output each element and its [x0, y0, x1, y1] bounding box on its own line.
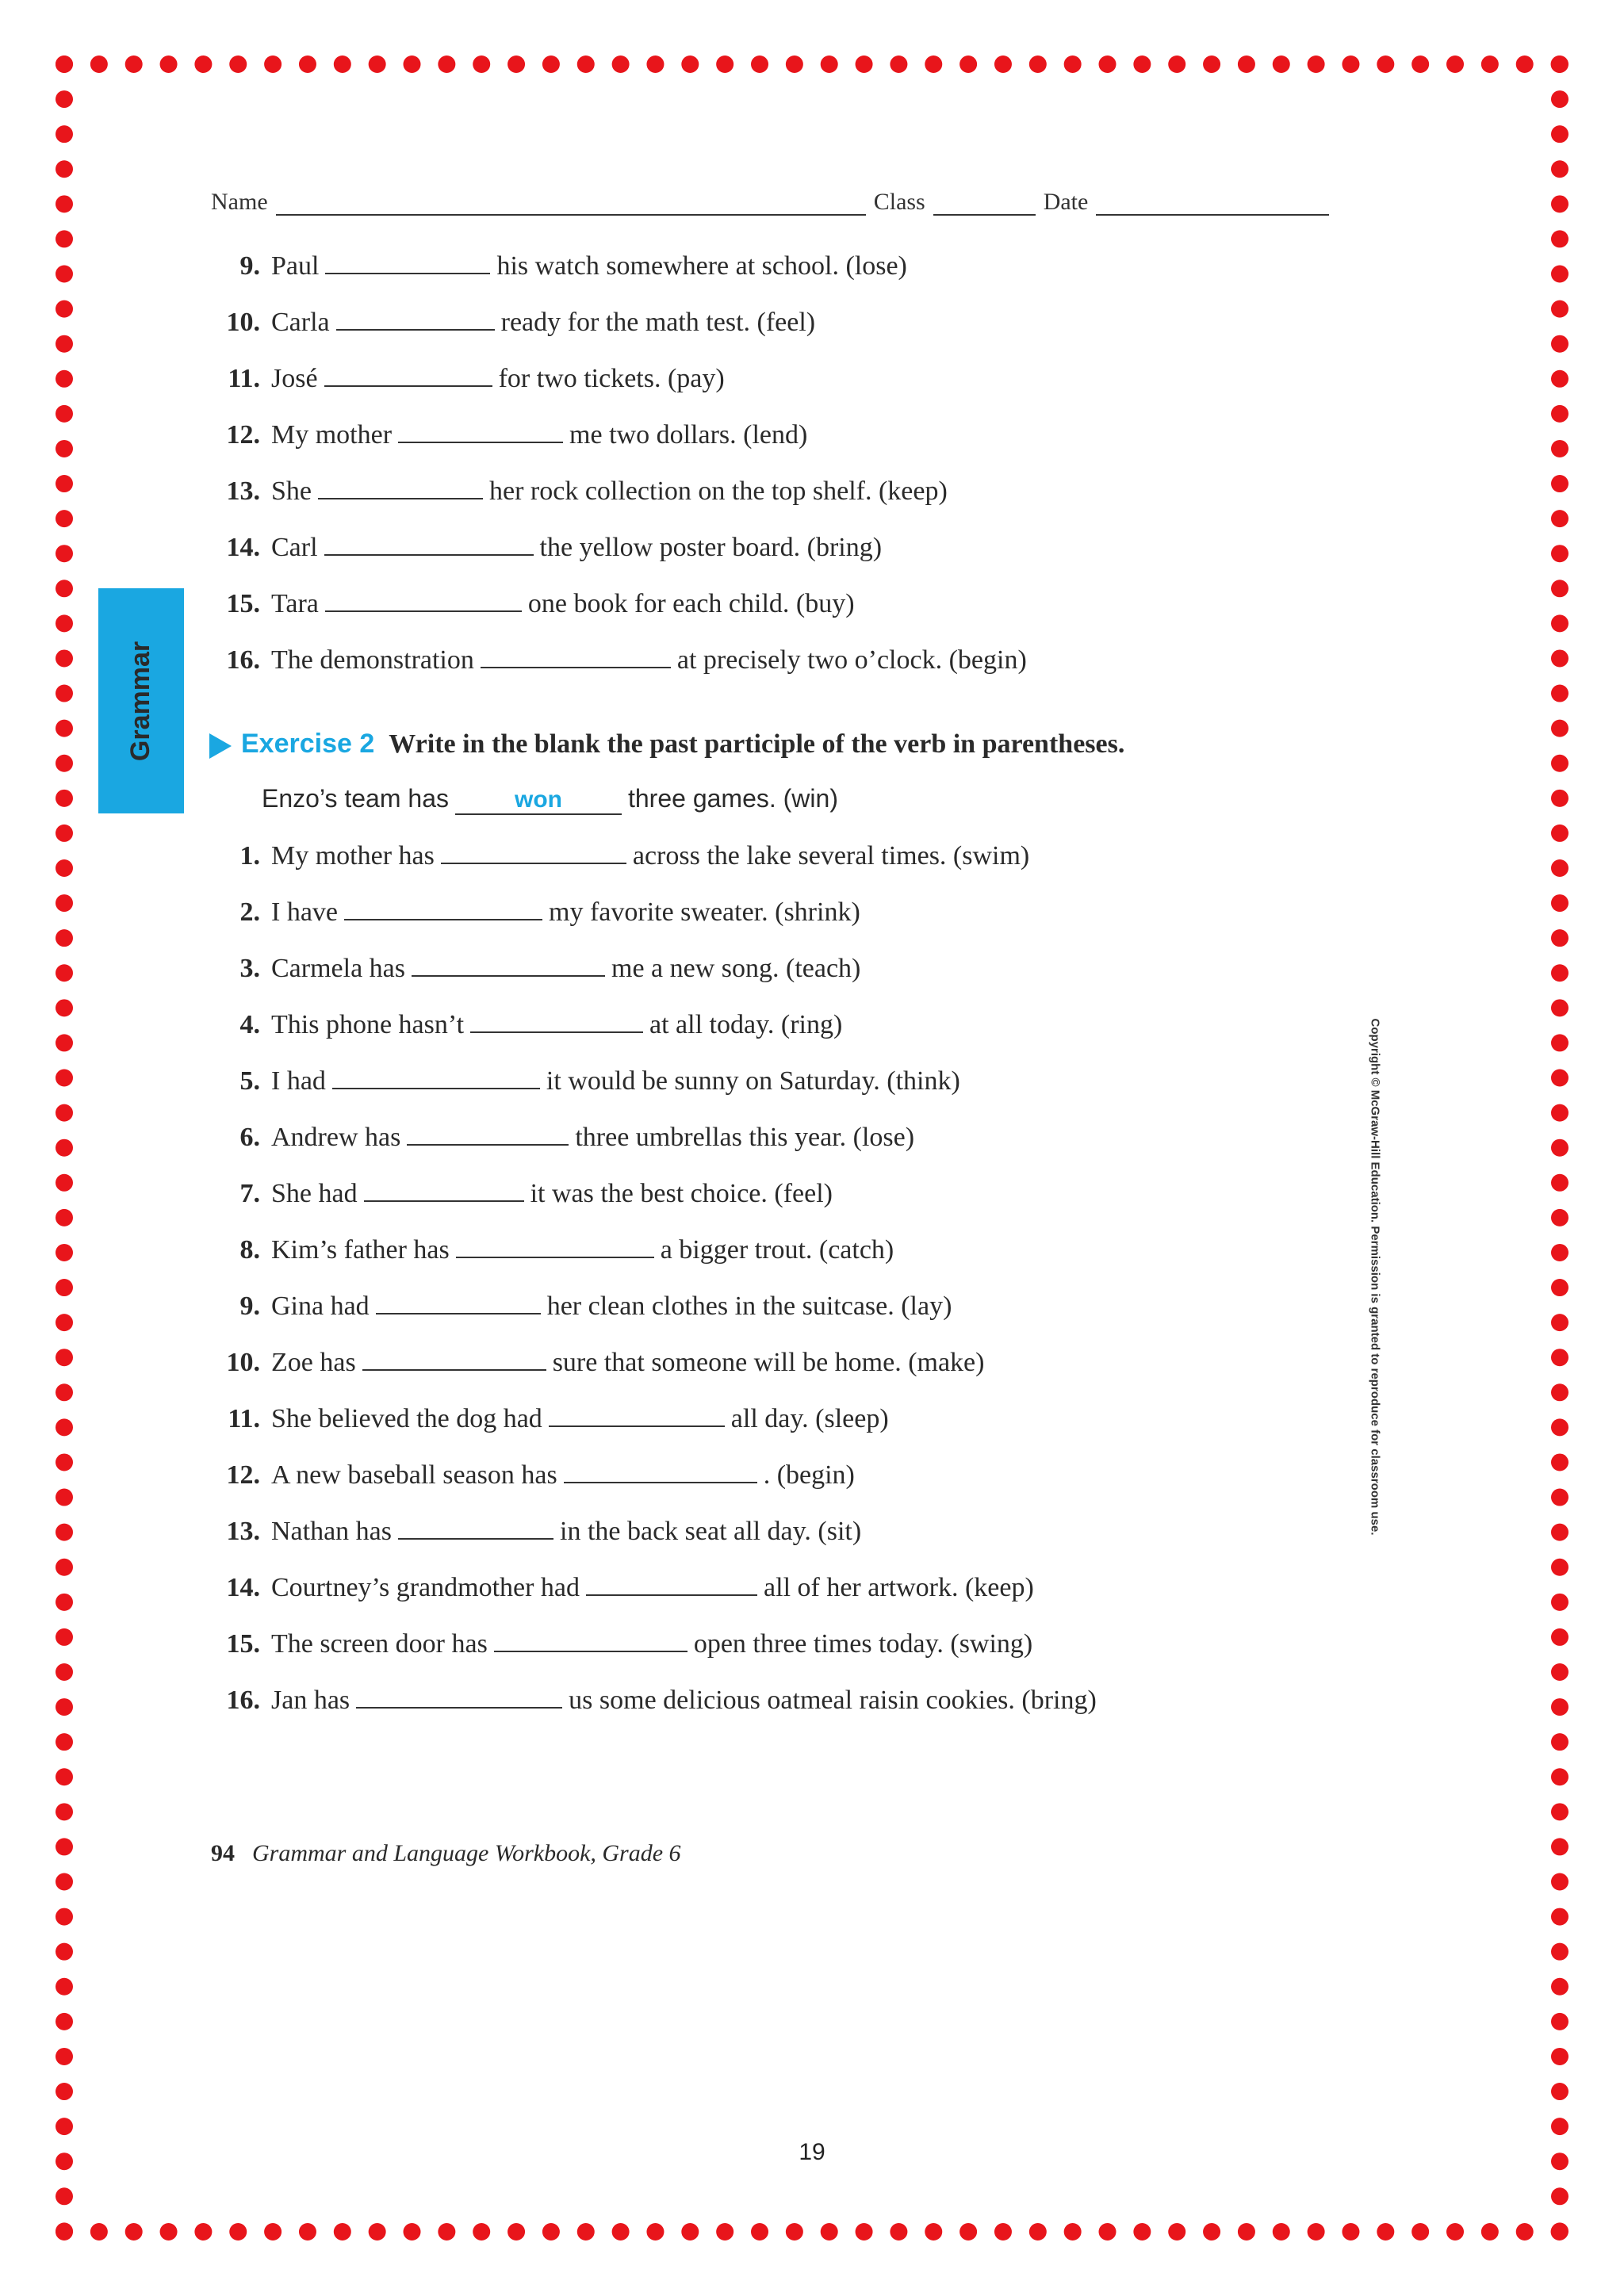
date-field[interactable]	[1096, 192, 1329, 216]
exercise2-item-11: 11. She believed the dog had all day. (sleep)	[211, 1399, 1369, 1437]
exercise1-item-10: 10. Carla ready for the math test. (feel)	[211, 302, 1369, 340]
exercise1-item-14: 14. Carl the yellow poster board. (bring)	[211, 527, 1369, 565]
answer-blank[interactable]	[336, 302, 495, 331]
exercise2-item-8: 8. Kim’s father has a bigger trout. (catch)	[211, 1230, 1369, 1268]
answer-blank[interactable]	[318, 471, 483, 499]
page-number: 19	[799, 2139, 825, 2165]
exercise2-item-5: 5. I had it would be sunny on Saturday. (think)	[211, 1061, 1369, 1099]
exercise1-item-11: 11. José for two tickets. (pay)	[211, 358, 1369, 396]
answer-blank[interactable]	[549, 1399, 725, 1427]
exercise1-item-13: 13. She her rock collection on the top shelf. (keep)	[211, 471, 1369, 509]
exercise2-item-3: 3. Carmela has me a new song. (teach)	[211, 948, 1369, 986]
answer-blank[interactable]	[344, 892, 542, 920]
workbook-title: Grammar and Language Workbook, Grade 6	[252, 1840, 681, 1866]
date-label: Date	[1043, 189, 1089, 215]
answer-blank[interactable]	[494, 1624, 688, 1652]
answer-blank[interactable]	[481, 640, 671, 668]
answer-blank[interactable]	[412, 948, 605, 977]
grammar-tab-label: Grammar	[125, 641, 156, 761]
answer-blank[interactable]	[470, 1004, 643, 1033]
copyright-notice: Copyright © McGraw-Hill Education. Permission is granted to reproduce for classroom use.	[1368, 1017, 1382, 1536]
answer-blank[interactable]	[398, 415, 563, 443]
answer-blank[interactable]	[407, 1117, 569, 1146]
exercise2-item-13: 13. Nathan has in the back seat all day. (sit)	[211, 1511, 1369, 1549]
student-info-header	[211, 184, 1337, 216]
exercise2-item-1: 1. My mother has across the lake several times. (swim)	[211, 836, 1369, 874]
exercise2-item-10: 10. Zoe has sure that someone will be home. (make)	[211, 1342, 1369, 1380]
answer-blank[interactable]	[324, 358, 492, 387]
exercise2-item-2: 2. I have my favorite sweater. (shrink)	[211, 892, 1369, 930]
exercise2-example: Enzo’s team has won three games. (win)	[262, 779, 1213, 818]
exercise2-item-16: 16. Jan has us some delicious oatmeal raisin cookies. (bring)	[211, 1680, 1369, 1718]
class-field[interactable]	[933, 192, 1036, 216]
exercise2-heading	[209, 721, 1367, 766]
answer-blank[interactable]	[398, 1511, 553, 1540]
exercise2-item-6: 6. Andrew has three umbrellas this year. (lose)	[211, 1117, 1369, 1155]
exercise1-item-12: 12. My mother me two dollars. (lend)	[211, 415, 1369, 453]
answer-blank[interactable]	[376, 1286, 541, 1314]
answer-blank[interactable]	[441, 836, 626, 864]
workbook-footer	[211, 1836, 1004, 1871]
answer-blank[interactable]	[362, 1342, 546, 1371]
exercise1-item-9: 9. Paul his watch somewhere at school. (lose)	[211, 246, 1369, 284]
answer-blank[interactable]	[564, 1455, 757, 1483]
answer-blank[interactable]	[324, 527, 534, 556]
workbook-page-number: 94	[211, 1840, 235, 1866]
name-label: Name	[211, 189, 268, 215]
exercise2-item-7: 7. She had it was the best choice. (feel)	[211, 1173, 1369, 1211]
name-field[interactable]	[276, 192, 866, 216]
exercise2-item-4: 4. This phone hasn’t at all today. (ring)	[211, 1004, 1369, 1043]
answer-blank[interactable]	[586, 1567, 757, 1596]
exercise2-item-14: 14. Courtney’s grandmother had all of her artwork. (keep)	[211, 1567, 1369, 1605]
exercise2-item-9: 9. Gina had her clean clothes in the suitcase. (lay)	[211, 1286, 1369, 1324]
example-answer: won	[455, 786, 622, 815]
answer-blank[interactable]	[325, 246, 490, 274]
answer-blank[interactable]	[456, 1230, 654, 1258]
grammar-side-tab	[98, 588, 184, 813]
exercise2-item-12: 12. A new baseball season has . (begin)	[211, 1455, 1369, 1493]
answer-blank[interactable]	[356, 1680, 562, 1709]
exercise2-label: Exercise 2	[241, 729, 375, 759]
exercise1-item-16: 16. The demonstration at precisely two o’clock. (begin)	[211, 640, 1369, 678]
exercise2-instruction: Write in the blank the past participle of the verb in parentheses.	[389, 729, 1125, 759]
class-label: Class	[873, 189, 925, 215]
answer-blank[interactable]	[325, 584, 522, 612]
exercise1-item-15: 15. Tara one book for each child. (buy)	[211, 584, 1369, 622]
answer-blank[interactable]	[364, 1173, 524, 1202]
triangle-arrow-icon	[209, 733, 232, 759]
exercise2-item-15: 15. The screen door has open three times today. (swing)	[211, 1624, 1369, 1662]
answer-blank[interactable]	[332, 1061, 540, 1089]
